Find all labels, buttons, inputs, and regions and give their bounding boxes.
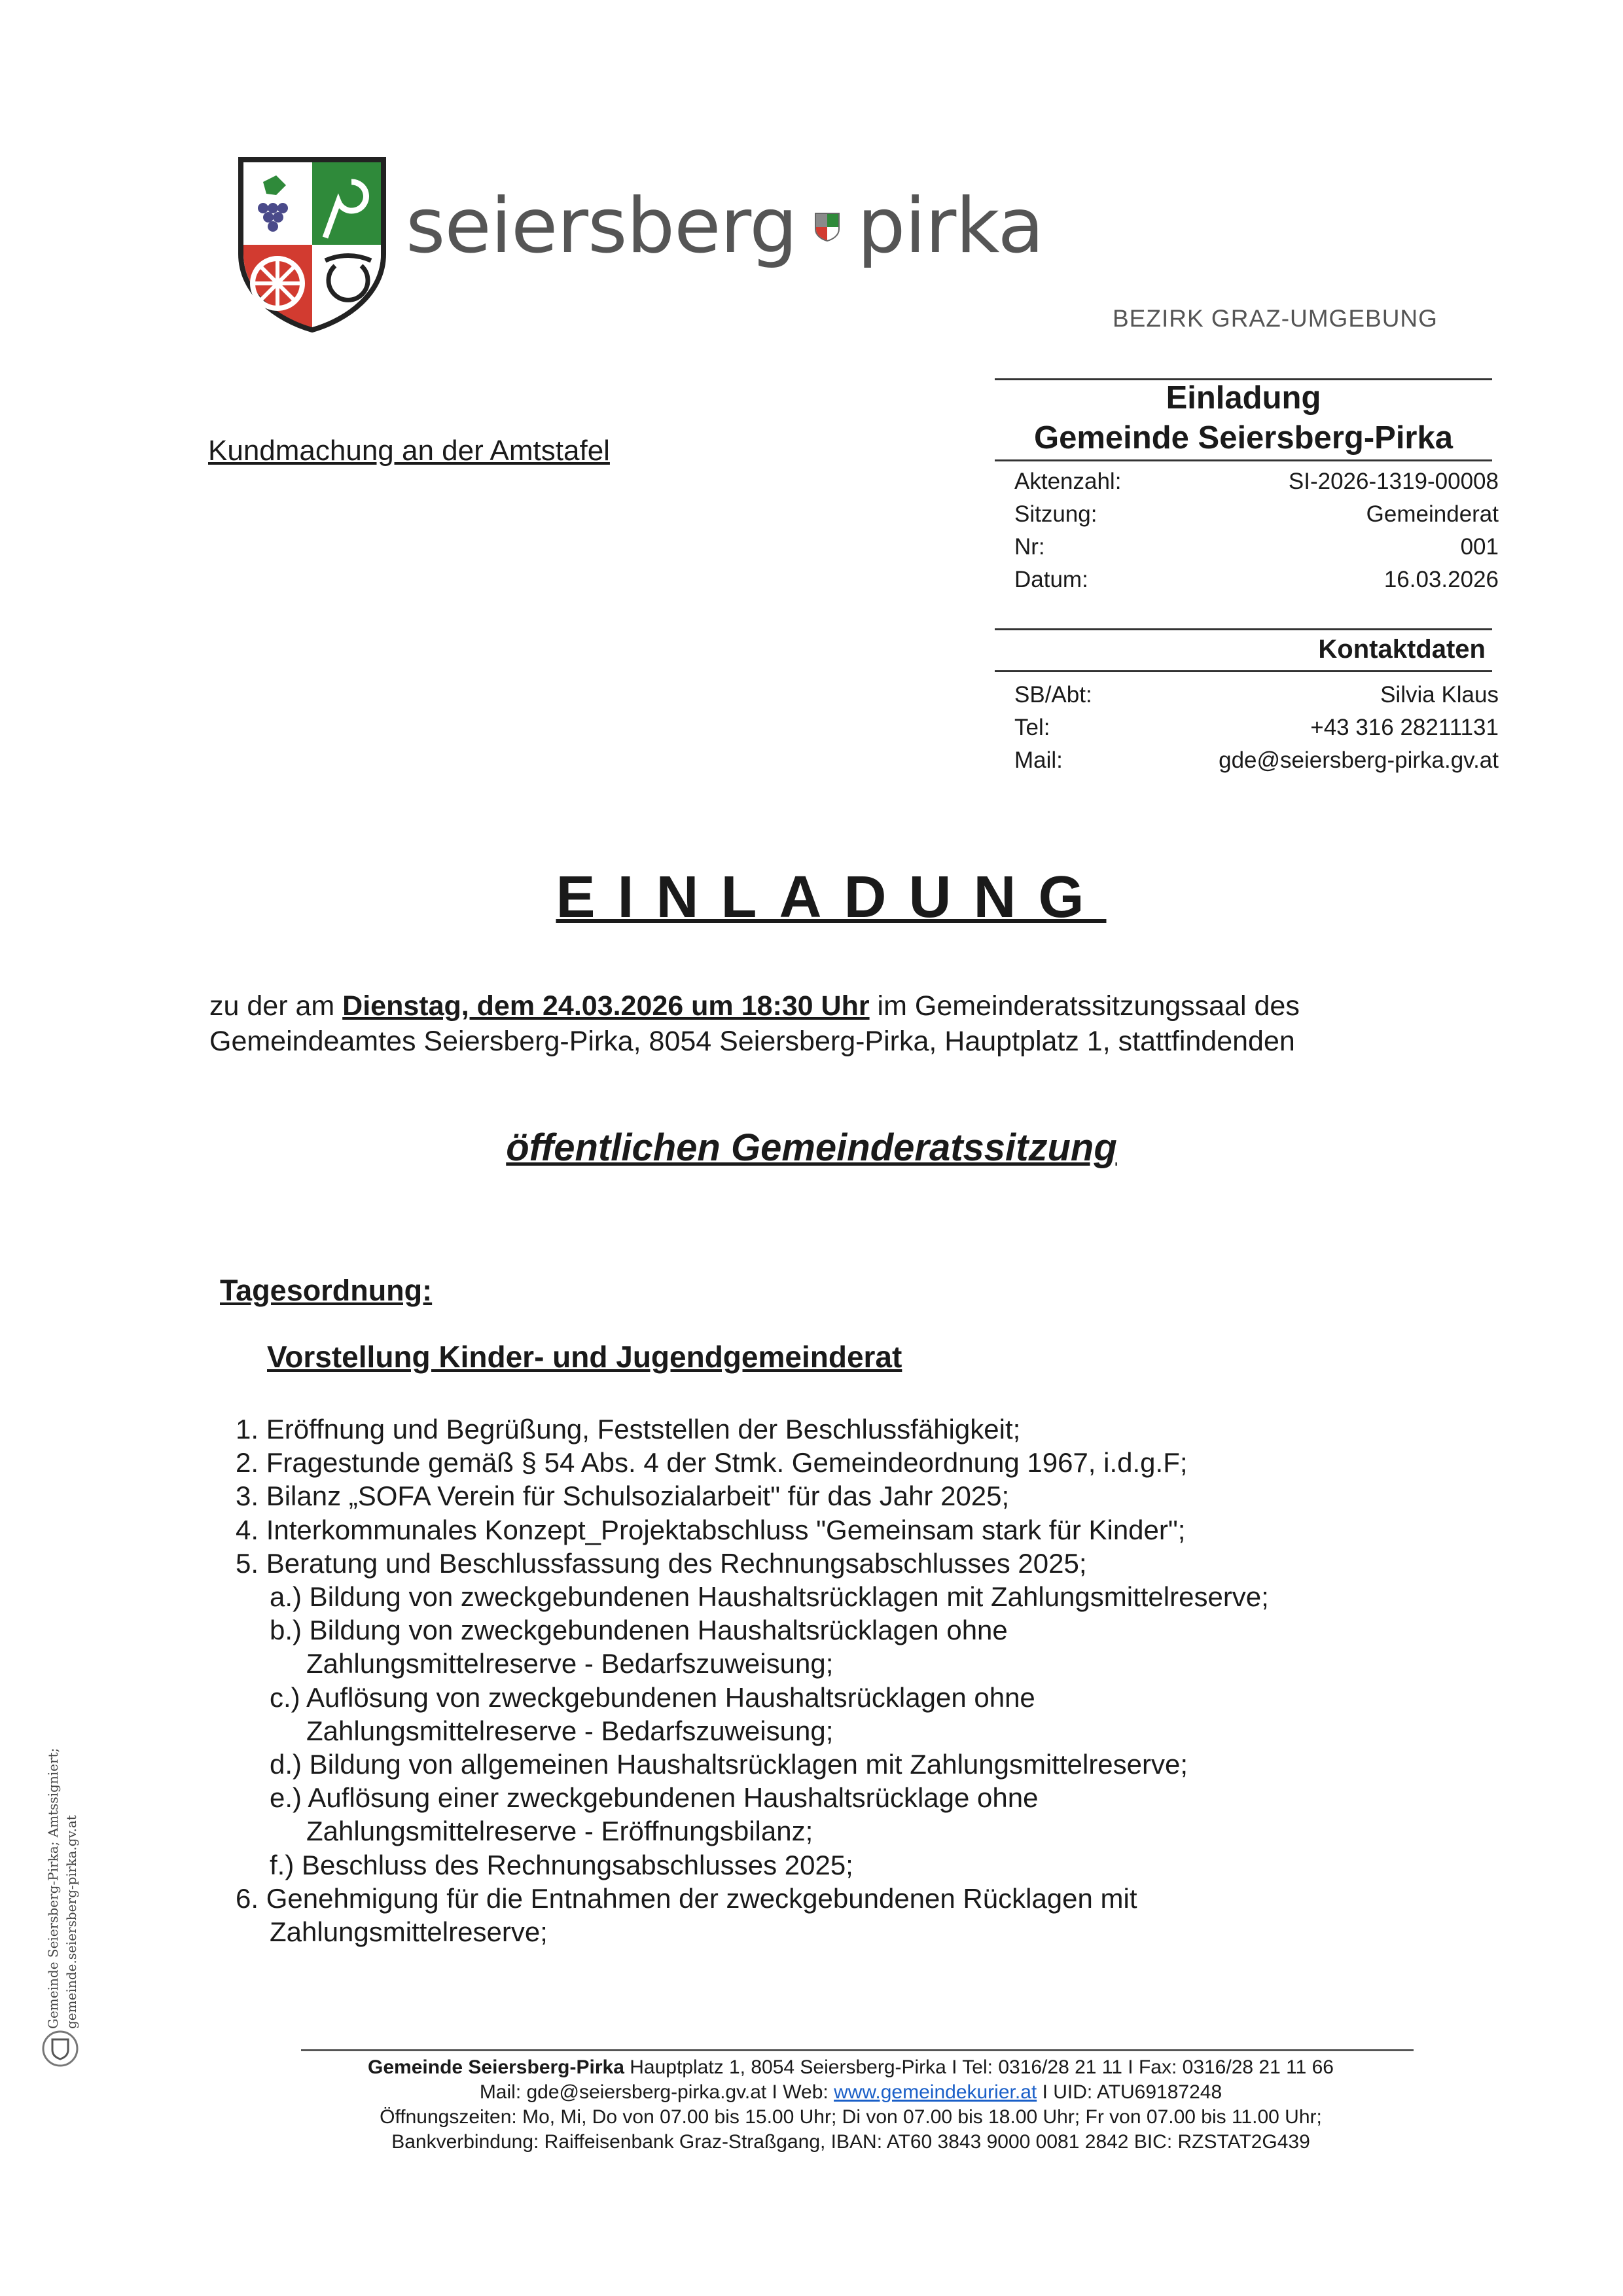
infobox-row <box>1014 534 1499 560</box>
footer-mail: Mail: gde@seiersberg-pirka.gv.at I Web: <box>479 2081 829 2103</box>
infobox-title-line1: Einladung <box>1166 380 1321 416</box>
row-label: Nr: <box>1014 534 1045 560</box>
contact-row <box>1014 682 1499 708</box>
row-label: Datum: <box>1014 567 1088 592</box>
footer <box>249 2055 1453 2155</box>
footer-bank: Bankverbindung: Raiffeisenbank Graz-Straßgang, IBAN: AT60 3843 9000 0081 2842 BIC: RZSTAT2G439 <box>391 2131 1310 2153</box>
footer-rule <box>301 2049 1414 2051</box>
agenda-subitem-cont: Zahlungsmittelreserve - Bedarfszuweisung; <box>306 1715 834 1746</box>
infobox-row <box>1014 469 1499 495</box>
row-value: 001 <box>1460 534 1499 560</box>
footer-uid: I UID: ATU69187248 <box>1042 2081 1222 2103</box>
agenda-subitem: b.) Bildung von zweckgebundenen Haushaltsrücklagen ohne <box>270 1615 1008 1646</box>
row-value: Silvia Klaus <box>1380 682 1499 708</box>
district-label: BEZIRK GRAZ-UMGEBUNG <box>1113 305 1438 332</box>
row-value: +43 316 28211131 <box>1310 715 1499 740</box>
agenda-item: 1. Eröffnung und Begrüßung, Feststellen der Beschlussfähigkeit; <box>236 1414 1021 1444</box>
mini-crest-icon <box>814 212 840 242</box>
row-value: 16.03.2026 <box>1383 567 1499 592</box>
infobox-title <box>995 378 1492 459</box>
infobox-title-rule <box>995 459 1492 461</box>
headline: EINLADUNG <box>556 865 1107 930</box>
footer-hours: Öffnungszeiten: Mo, Mi, Do von 07.00 bis 15.00 Uhr; Di von 07.00 bis 18.00 Uhr; Fr von 07.00 bis 11.00 Uhr; <box>380 2106 1322 2128</box>
stamp-line-1: Gemeinde Seiersberg-Pirka; Amtssigniert; <box>45 1748 61 2029</box>
brand-left: seiersberg <box>406 182 797 270</box>
footer-web-link[interactable]: www.gemeindekurier.at <box>834 2081 1037 2103</box>
brand-wordmark <box>406 182 1044 270</box>
footer-org: Gemeinde Seiersberg-Pirka <box>368 2056 624 2078</box>
agenda-item: 3. Bilanz „SOFA Verein für Schulsozialarbeit" für das Jahr 2025; <box>236 1480 1010 1512</box>
contact-title: Kontaktdaten <box>1318 635 1486 664</box>
row-label: Mail: <box>1014 747 1063 773</box>
footer-address: Hauptplatz 1, 8054 Seiersberg-Pirka I Tel: 0316/28 21 11 I Fax: 0316/28 21 11 66 <box>630 2056 1334 2078</box>
footer-line-2 <box>249 2080 1453 2105</box>
intro-text <box>209 988 1440 1059</box>
row-label: SB/Abt: <box>1014 682 1092 708</box>
agenda-subitem: d.) Bildung von allgemeinen Haushaltsrücklagen mit Zahlungsmittelreserve; <box>270 1749 1188 1780</box>
row-label: Aktenzahl: <box>1014 469 1122 494</box>
agenda-label: Tagesordnung: <box>220 1274 433 1307</box>
agenda-subitem-cont: Zahlungsmittelreserve - Eröffnungsbilanz; <box>306 1816 813 1847</box>
agenda-item: 2. Fragestunde gemäß § 54 Abs. 4 der Stmk. Gemeindeordnung 1967, i.d.g.F; <box>236 1447 1188 1479</box>
infobox-row <box>1014 567 1499 593</box>
notice-label: Kundmachung an der Amtstafel <box>208 435 610 467</box>
signature-seal-icon <box>41 2029 80 2068</box>
contact-row <box>1014 747 1499 774</box>
intro-line-2: Gemeindeamtes Seiersberg-Pirka, 8054 Seiersberg-Pirka, Hauptplatz 1, stattfindenden <box>209 1026 1295 1057</box>
agenda-subitem: f.) Beschluss des Rechnungsabschlusses 2025; <box>270 1849 853 1880</box>
agenda-item: 5. Beratung und Beschlussfassung des Rechnungsabschlusses 2025; <box>236 1547 1087 1579</box>
agenda-subitem: c.) Auflösung von zweckgebundenen Haushaltsrücklagen ohne <box>270 1681 1035 1713</box>
agenda-list <box>236 1412 1414 1948</box>
intro-line-1 <box>209 988 1440 1024</box>
row-value: gde@seiersberg-pirka.gv.at <box>1219 747 1499 773</box>
agenda-subitem: a.) Bildung von zweckgebundenen Haushaltsrücklagen mit Zahlungsmittelreserve; <box>270 1581 1269 1613</box>
footer-line-1 <box>249 2055 1453 2080</box>
infobox-title-line2: Gemeinde Seiersberg-Pirka <box>1033 420 1453 456</box>
agenda-item: 4. Interkommunales Konzept_Projektabschluss "Gemeinsam stark für Kinder"; <box>236 1514 1186 1545</box>
meeting-subject: öffentlichen Gemeinderatssitzung <box>506 1126 1117 1169</box>
intro-date-time: Dienstag, dem 24.03.2026 um 18:30 Uhr <box>342 990 870 1022</box>
agenda-heading: Vorstellung Kinder- und Jugendgemeinderat <box>267 1340 902 1374</box>
agenda-item: 6. Genehmigung für die Entnahmen der zweckgebundenen Rücklagen mit <box>236 1882 1137 1914</box>
infobox-row <box>1014 501 1499 528</box>
stamp-line-2: gemeinde.seiersberg-pirka.gv.at <box>63 1815 79 2029</box>
contact-top-rule <box>995 628 1492 630</box>
agenda-item-cont: Zahlungsmittelreserve; <box>270 1916 548 1948</box>
municipal-crest-icon <box>237 156 387 332</box>
intro-suffix: im Gemeinderatssitzungssaal des <box>877 990 1300 1022</box>
intro-prefix: zu der am <box>209 990 335 1022</box>
row-label: Tel: <box>1014 715 1050 740</box>
row-value: Gemeinderat <box>1366 501 1499 527</box>
signature-stamp-text <box>26 1702 118 2029</box>
row-label: Sitzung: <box>1014 501 1097 527</box>
agenda-subitem-cont: Zahlungsmittelreserve - Bedarfszuweisung; <box>306 1648 834 1679</box>
agenda-subitem: e.) Auflösung einer zweckgebundenen Haushaltsrücklage ohne <box>270 1782 1039 1814</box>
row-value: SI-2026-1319-00008 <box>1288 469 1499 494</box>
contact-row <box>1014 715 1499 741</box>
brand-right: pirka <box>857 182 1044 270</box>
contact-title-rule <box>995 670 1492 672</box>
